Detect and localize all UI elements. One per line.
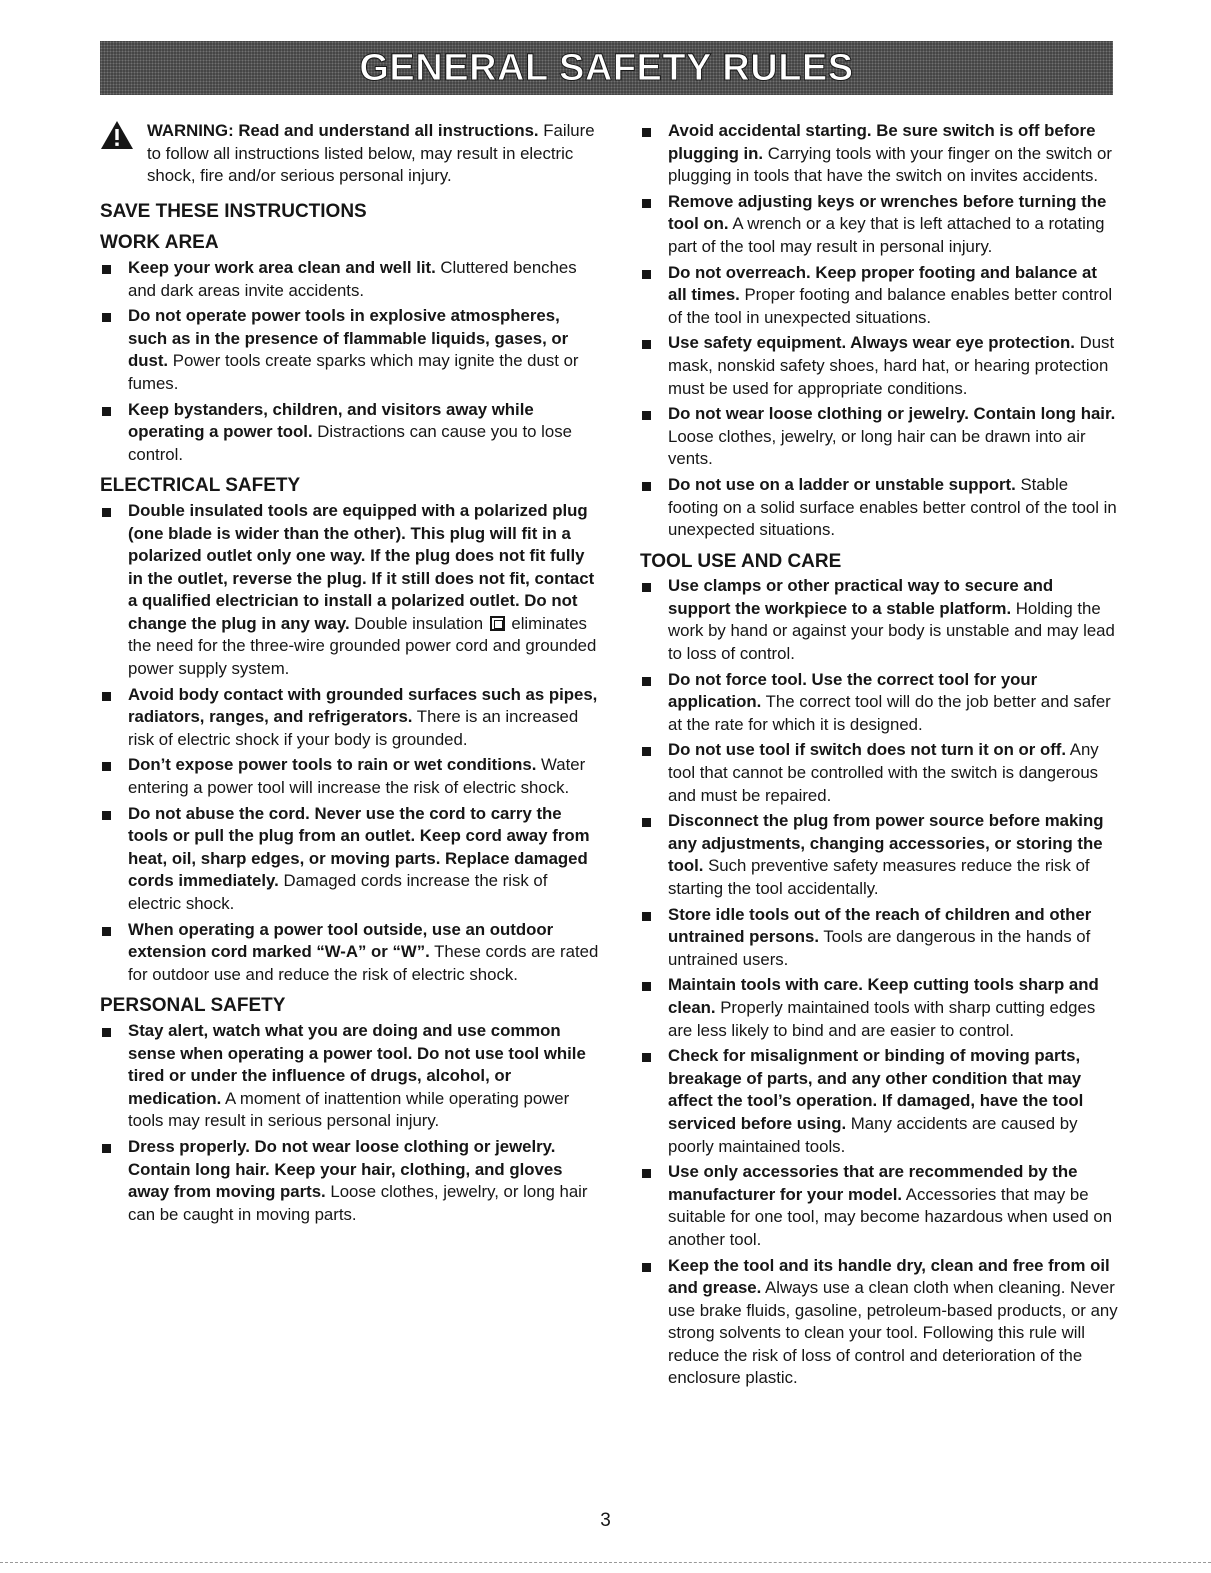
rule-text: A wrench or a key that is left attached to a rotating part of the tool may result in personal injury. — [668, 214, 1105, 256]
rule-text: A moment of inattention while operating power tools may result in serious personal injury. — [128, 1088, 570, 1131]
list-item — [100, 1020, 602, 1133]
rule-bold: Avoid body contact with grounded surfaces such as pipes, radiators, ranges, and refrigerators. — [128, 684, 598, 727]
list-item — [100, 684, 602, 752]
list-item — [640, 1161, 1118, 1251]
bullet-icon — [642, 128, 651, 137]
rule-bold: Disconnect the plug from power source before making any adjustments, changing accessories, or storing the tool. — [668, 811, 1104, 876]
rule-bold: Remove adjusting keys or wrenches before turning the tool on. — [668, 191, 1107, 234]
bullet-icon — [102, 508, 111, 517]
rule-text: Accessories that may be suitable for one tool, may become hazardous when used on another tool. — [668, 1184, 1113, 1249]
rule-text: Always use a clean cloth when cleaning. Never use brake fluids, gasoline, petroleum-based products, or any strong solvents to clean your tool. Following this rule will reduce the risk of loss of control and deterioration of the enclosure plastic. — [668, 1278, 1118, 1388]
bullet-icon — [642, 677, 651, 686]
bottom-divider — [0, 1562, 1211, 1563]
list-item — [100, 919, 602, 987]
bullet-icon — [102, 1144, 111, 1153]
double-insulation-symbol-icon — [490, 616, 505, 631]
rule-bold: Use only accessories that are recommended by the manufacturer for your model. — [668, 1162, 1078, 1204]
rule-bold: Do not use on a ladder or unstable support. — [668, 474, 1016, 494]
rule-bold: Use clamps or other practical way to secure and support the workpiece to a stable platform. — [668, 576, 1054, 618]
rule-bold: Keep the tool and its handle dry, clean and free from oil and grease. — [668, 1255, 1110, 1298]
rule-text: Damaged cords increase the risk of electric shock. — [128, 871, 548, 913]
bullet-icon — [102, 811, 111, 820]
list-item — [640, 669, 1118, 737]
rule-text: These cords are rated for outdoor use and reduce the risk of electric shock. — [128, 942, 599, 984]
rule-text: Loose clothes, jewelry, or long hair can be drawn into air vents. — [668, 426, 1086, 469]
personal-safety-list — [100, 1020, 602, 1226]
rule-text: Any tool that cannot be controlled with the switch is dangerous and must be repaired. — [668, 740, 1099, 805]
list-item — [640, 810, 1118, 900]
rule-text: Cluttered benches and dark areas invite accidents. — [128, 257, 577, 300]
list-item — [640, 120, 1118, 188]
bullet-icon — [102, 927, 111, 936]
list-item — [100, 257, 602, 302]
list-item — [640, 262, 1118, 330]
section-heading-electrical-safety: ELECTRICAL SAFETY — [100, 475, 301, 497]
rule-text: Properly maintained tools with sharp cutting edges are less likely to bind and are easier to control. — [668, 997, 1096, 1040]
bullet-icon — [102, 313, 111, 322]
list-item — [100, 754, 602, 799]
list-item — [640, 1045, 1118, 1158]
rule-text: Distractions can cause you to lose control. — [128, 422, 572, 464]
section-heading-personal-safety: PERSONAL SAFETY — [100, 995, 286, 1017]
rule-text: Loose clothes, jewelry, or long hair can be caught in moving parts. — [128, 1182, 588, 1224]
rule-text: There is an increased risk of electric shock if your body is grounded. — [128, 707, 579, 749]
rule-bold: Use safety equipment. Always wear eye protection. — [668, 333, 1075, 353]
rule-bold: Check for misalignment or binding of moving parts, breakage of parts, and any other condition that may affect the tool’s operation. If damaged, have the tool serviced before using. — [668, 1046, 1084, 1133]
rule-text: Double insulation — [349, 613, 484, 633]
bullet-icon — [642, 270, 651, 279]
rule-text: Water entering a power tool will increase the risk of electric shock. — [128, 755, 586, 798]
rule-bold: When operating a power tool outside, use an outdoor extension cord marked “W-A” or “W”. — [128, 919, 554, 962]
save-instructions-heading: SAVE THESE INSTRUCTIONS — [100, 200, 367, 222]
warning-block — [100, 120, 602, 188]
rule-bold: Keep bystanders, children, and visitors away while operating a power tool. — [128, 399, 534, 442]
bullet-icon — [102, 1028, 111, 1037]
rule-bold: Do not wear loose clothing or jewelry. Contain long hair. — [668, 404, 1116, 424]
bullet-icon — [642, 583, 651, 592]
tool-use-and-care-list — [640, 575, 1118, 1390]
bullet-icon — [102, 407, 111, 416]
list-item — [640, 1255, 1118, 1391]
rule-bold: Dress properly. Do not wear loose clothing or jewelry. Contain long hair. Keep your hair, clothing, and gloves away from moving parts. — [128, 1136, 563, 1202]
rule-bold: Don’t expose power tools to rain or wet conditions. — [128, 755, 537, 775]
rule-bold: Store idle tools out of the reach of children and other untrained persons. — [668, 904, 1092, 947]
rule-text: Many accidents are caused by poorly maintained tools. — [668, 1113, 1078, 1156]
bullet-icon — [102, 692, 111, 701]
bullet-icon — [642, 1169, 651, 1178]
bullet-icon — [642, 1263, 651, 1272]
rule-bold: Do not abuse the cord. Never use the cord to carry the tools or pull the plug from an outlet. Keep cord away from heat, oil, sharp edges, or moving parts. Replace damaged cords immediately. — [128, 803, 590, 891]
bullet-icon — [642, 1053, 651, 1062]
warning-text: Failure to follow all instructions listed below, may result in electric shock, fire and/or serious personal injury. — [147, 121, 595, 186]
list-item — [640, 904, 1118, 972]
rule-bold: Avoid accidental starting. Be sure switch is off before plugging in. — [668, 121, 1096, 163]
rule-text: Such preventive safety measures reduce the risk of starting the tool accidentally. — [668, 856, 1090, 898]
right-column — [640, 120, 1118, 1393]
rule-bold: Double insulated tools are equipped with a polarized plug (one blade is wider than the other). This plug will fit in a polarized outlet only one way. If the plug does not fit fully in the outlet, reverse the plug. If it still does not fit, contact a qualified electrician to install a polarized outlet. Do not change the plug in any way. — [128, 500, 595, 633]
page-number: 3 — [600, 1510, 611, 1531]
section-heading-work-area: WORK AREA — [100, 232, 219, 254]
warning-heading: WARNING: Read and understand all instructions. — [147, 121, 539, 140]
rule-text: Tools are dangerous in the hands of untrained users. — [668, 927, 1091, 969]
list-item — [640, 974, 1118, 1042]
bullet-icon — [102, 762, 111, 771]
bullet-icon — [642, 411, 651, 420]
rule-text: Power tools create sparks which may ignite the dust or fumes. — [128, 351, 579, 393]
bullet-icon — [642, 747, 651, 756]
rule-bold: Maintain tools with care. Keep cutting tools sharp and clean. — [668, 975, 1099, 1017]
personal-safety-list-continued — [640, 120, 1118, 542]
list-item — [100, 305, 602, 395]
list-item — [100, 399, 602, 467]
bullet-icon — [642, 482, 651, 491]
list-item — [100, 1136, 602, 1226]
bullet-icon — [642, 912, 651, 921]
list-item — [100, 803, 602, 916]
list-item — [640, 739, 1118, 807]
rule-text: Dust mask, nonskid safety shoes, hard hat, or hearing protection must be used for appropriate conditions. — [668, 333, 1115, 398]
list-item — [640, 332, 1118, 400]
rule-text-continued: eliminates the need for the three-wire grounded power cord and grounded power supply system. — [128, 613, 597, 679]
title-banner — [100, 41, 1113, 95]
bullet-icon — [642, 818, 651, 827]
list-item — [640, 575, 1118, 665]
list-item — [640, 191, 1118, 259]
rule-text: Proper footing and balance enables better control of the tool in unexpected situations. — [668, 285, 1113, 327]
list-item — [640, 403, 1118, 471]
rule-text: Stable footing on a solid surface enables better control of the tool in unexpected situations. — [668, 474, 1117, 540]
left-column — [100, 120, 602, 1229]
bullet-icon — [642, 340, 651, 349]
rule-bold: Do not overreach. Keep proper footing and balance at all times. — [668, 262, 1097, 305]
rule-bold: Keep your work area clean and well lit. — [128, 257, 436, 277]
rule-text: The correct tool will do the job better and safer at the rate for which it is designed. — [668, 692, 1111, 734]
page-title: GENERAL SAFETY RULES — [359, 47, 854, 89]
section-heading-tool-use-and-care: TOOL USE AND CARE — [640, 550, 842, 572]
list-item — [100, 500, 602, 681]
work-area-list — [100, 257, 602, 466]
rule-bold: Do not force tool. Use the correct tool for your application. — [668, 669, 1038, 712]
bullet-icon — [642, 199, 651, 208]
rule-bold: Stay alert, watch what you are doing and use common sense when operating a power tool. Do not use tool while tired or under the influence of drugs, alcohol, or medication. — [128, 1020, 586, 1108]
rule-text: Carrying tools with your finger on the switch or plugging in tools that have the switch on invites accidents. — [668, 143, 1112, 186]
bullet-icon — [642, 982, 651, 991]
rule-bold: Do not operate power tools in explosive atmospheres, such as in the presence of flammable liquids, gases, or dust. — [128, 306, 569, 371]
electrical-safety-list — [100, 500, 602, 986]
bullet-icon — [102, 265, 111, 274]
list-item — [640, 474, 1118, 542]
rule-text: Holding the work by hand or against your body is unstable and may lead to loss of control. — [668, 598, 1115, 664]
rule-bold: Do not use tool if switch does not turn it on or off. — [668, 740, 1067, 760]
warning-triangle-icon — [100, 120, 134, 150]
